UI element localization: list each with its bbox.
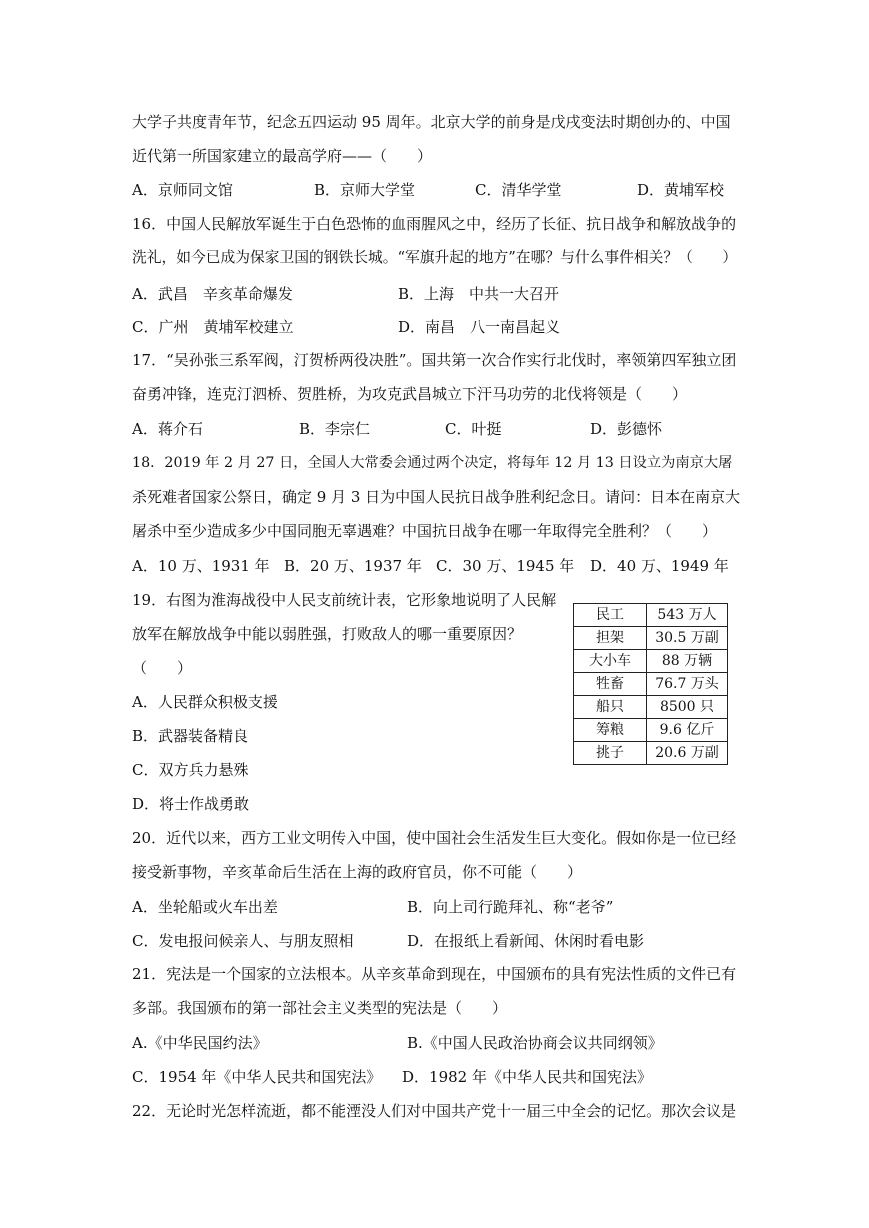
huaihai-support-table bbox=[573, 603, 728, 765]
q16-option-b: B．上海 中共一大召开 bbox=[398, 285, 560, 303]
q16-line-2: 洗礼，如今已成为保家卫国的钢铁长城。“军旗升起的地方”在哪？与什么事件相关？（ ） bbox=[132, 249, 738, 266]
q18-line-2: 杀死难者国家公祭日，确定 9 月 3 日为中国人民抗日战争胜利纪念日。请问：日本在南京大 bbox=[132, 488, 741, 506]
q20-option-c: C．发电报问候亲人、与朋友照相 bbox=[132, 932, 354, 950]
q15-line-2: 近代第一所国家建立的最高学府——（ ） bbox=[132, 147, 433, 165]
q20-option-b: B．向上司行跪拜礼、称“老爷” bbox=[407, 898, 614, 916]
table-row bbox=[574, 696, 728, 719]
q19-line-1: 19．右图为淮海战役中人民支前统计表，它形象地说明了人民解 bbox=[132, 591, 557, 609]
q20-option-d: D．在报纸上看新闻、休闲时看电影 bbox=[407, 932, 645, 950]
q21-option-c: C．1954 年《中华人民共和国宪法》 bbox=[132, 1068, 382, 1086]
q20-line-2: 接受新事物，辛亥革命后生活在上海的政府官员，你不可能（ ） bbox=[132, 863, 583, 881]
table-row bbox=[574, 650, 728, 673]
table-row bbox=[574, 627, 728, 650]
q19-line-3: （ ） bbox=[132, 659, 193, 677]
q16-line-1: 16．中国人民解放军诞生于白色恐怖的血雨腥风之中，经历了长征、抗日战争和解放战争的 bbox=[132, 215, 737, 233]
table-cell-item: 担架 bbox=[574, 627, 647, 650]
q15-option-c: C．清华学堂 bbox=[475, 181, 562, 199]
q21-option-b: B.《中国人民政治协商会议共同纲领》 bbox=[407, 1034, 663, 1052]
q15-option-d: D．黄埔军校 bbox=[637, 181, 725, 199]
table-cell-item: 牲畜 bbox=[574, 673, 647, 696]
q17-option-c: C．叶挺 bbox=[445, 420, 502, 438]
q17-line-2: 奋勇冲锋，连克汀泗桥、贺胜桥，为攻克武昌城立下汗马功劳的北伐将领是（ ） bbox=[132, 385, 688, 403]
table-cell-item: 筹粮 bbox=[574, 719, 647, 742]
q18-option-d: D．40 万、1949 年 bbox=[590, 557, 729, 575]
table-row bbox=[574, 673, 728, 696]
q21-line-1: 21．宪法是一个国家的立法根本。从辛亥革命到现在，中国颁布的具有宪法性质的文件已有 bbox=[132, 965, 737, 983]
q21-line-2: 多部。我国颁布的第一部社会主义类型的宪法是（ ） bbox=[132, 999, 508, 1017]
table-cell-item: 民工 bbox=[574, 604, 647, 627]
table-cell-value: 8500 只 bbox=[647, 696, 728, 719]
table-cell-item: 船只 bbox=[574, 696, 647, 719]
table-cell-value: 20.6 万副 bbox=[647, 742, 728, 765]
table-row bbox=[574, 604, 728, 627]
q15-option-a: A．京师同文馆 bbox=[132, 181, 233, 199]
q19-option-c: C．双方兵力悬殊 bbox=[132, 761, 249, 779]
table-cell-item: 大小车 bbox=[574, 650, 647, 673]
q16-option-d: D．南昌 八一南昌起义 bbox=[398, 318, 561, 336]
q19-line-2: 放军在解放战争中能以弱胜强，打败敌人的哪一重要原因？ bbox=[132, 625, 523, 643]
q17-option-b: B．李宗仁 bbox=[299, 420, 371, 438]
q17-option-a: A．蒋介石 bbox=[132, 420, 203, 438]
q17-line-1: 17．“吴孙张三系军阀，汀贺桥两役决胜”。国共第一次合作实行北伐时，率领第四军独立团 bbox=[132, 351, 737, 369]
table-row bbox=[574, 719, 728, 742]
q20-option-a: A．坐轮船或火车出差 bbox=[132, 898, 278, 916]
table-cell-value: 88 万辆 bbox=[647, 650, 728, 673]
table-cell-value: 9.6 亿斤 bbox=[647, 719, 728, 742]
q17-option-d: D．彭德怀 bbox=[590, 420, 663, 438]
q19-option-a: A．人民群众积极支援 bbox=[132, 693, 278, 711]
q15-line-1: 大学子共度青年节，纪念五四运动 95 周年。北京大学的前身是戊戌变法时期创办的、中国 bbox=[132, 113, 731, 131]
q16-option-c: C．广州 黄埔军校建立 bbox=[132, 318, 294, 336]
table-row bbox=[574, 742, 728, 765]
q20-line-1: 20．近代以来，西方工业文明传入中国，使中国社会生活发生巨大变化。假如你是一位已经 bbox=[132, 829, 737, 847]
table-cell-value: 30.5 万副 bbox=[647, 627, 728, 650]
q21-option-d: D．1982 年《中华人民共和国宪法》 bbox=[402, 1068, 652, 1086]
q18-line-1: 18．2019 年 2 月 27 日，全国人大常委会通过两个决定，将每年 12 月 13 日设立为南京大屠 bbox=[132, 455, 733, 471]
q16-option-a: A．武昌 辛亥革命爆发 bbox=[132, 285, 293, 303]
q18-option-c: C．30 万、1945 年 bbox=[436, 557, 575, 575]
q19-option-d: D．将士作战勇敢 bbox=[132, 795, 250, 813]
q18-option-a: A．10 万、1931 年 bbox=[132, 557, 270, 575]
q15-option-b: B．京师大学堂 bbox=[314, 181, 416, 199]
table-cell-value: 543 万人 bbox=[647, 604, 728, 627]
table-cell-value: 76.7 万头 bbox=[647, 673, 728, 696]
q19-option-b: B．武器装备精良 bbox=[132, 727, 249, 745]
table-cell-item: 挑子 bbox=[574, 742, 647, 765]
q18-line-3: 屠杀中至少造成多少中国同胞无辜遇难？中国抗日战争在哪一年取得完全胜利？（ ） bbox=[132, 522, 718, 540]
q21-option-a: A.《中华民国约法》 bbox=[132, 1034, 268, 1052]
q18-option-b: B．20 万、1937 年 bbox=[284, 557, 422, 575]
q22-line-1: 22．无论时光怎样流逝，都不能湮没人们对中国共产党十一届三中全会的记忆。那次会议是 bbox=[132, 1102, 737, 1120]
